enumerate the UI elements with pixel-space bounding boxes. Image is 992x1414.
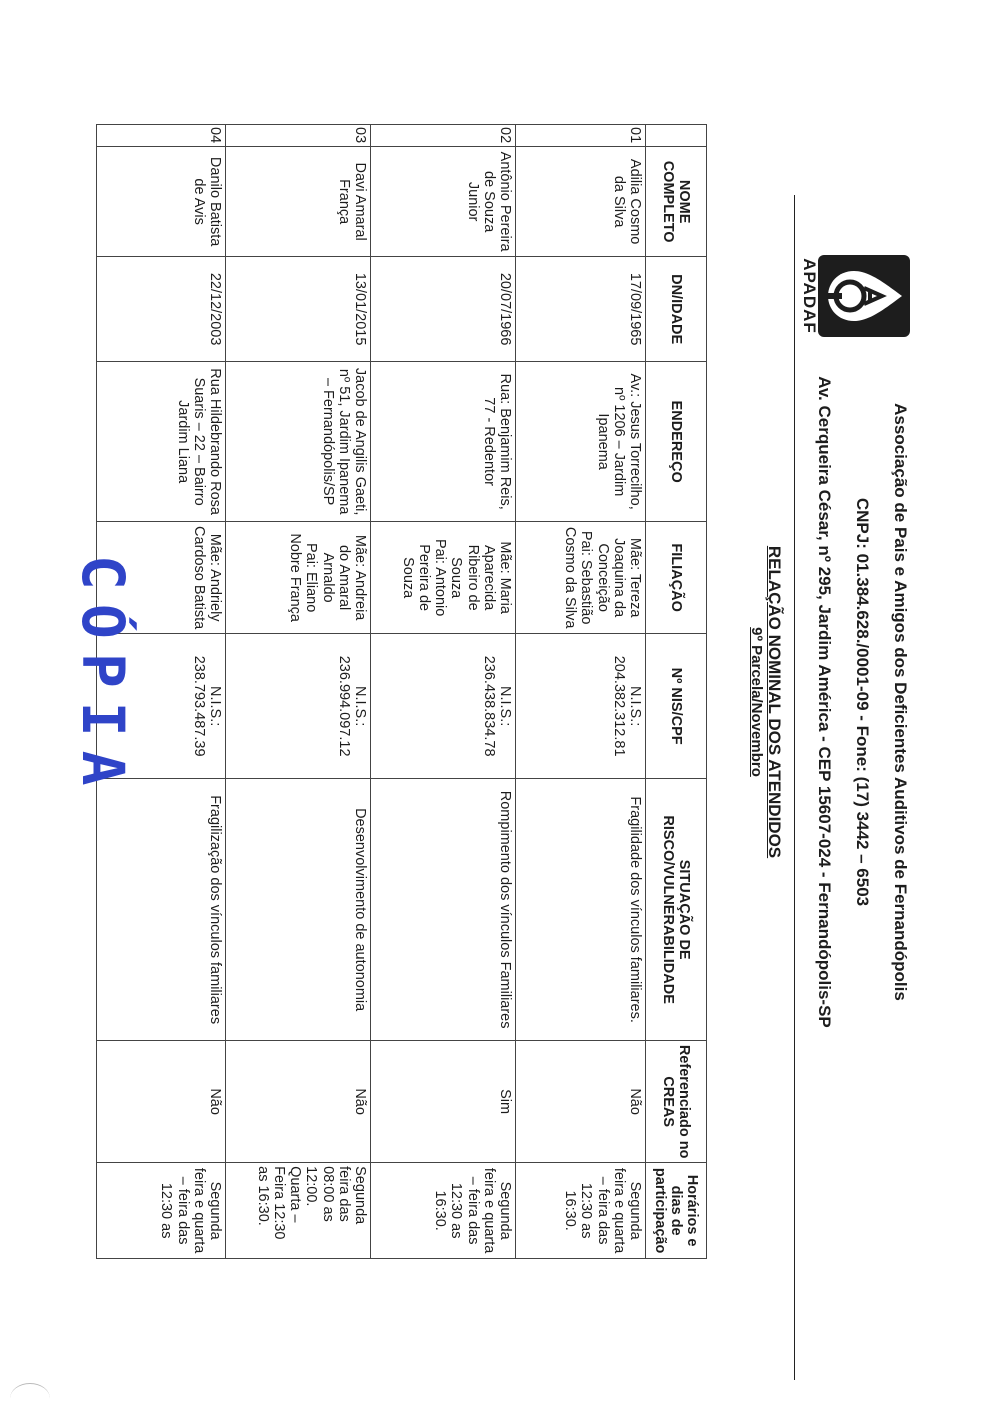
row-nis: N.I.S.: 204.382.312.81 — [516, 634, 646, 779]
header-nis: Nº NIS/CPF — [646, 634, 707, 779]
row-number: 03 — [226, 125, 371, 147]
row-filiation: Mãe: Tereza Joaquina da Conceição Pai: Sebastião Cosmo da Silva — [516, 522, 646, 634]
row-nis: N.I.S.: 236.438.834.78 — [371, 634, 516, 779]
row-schedule: Segunda feira e quarta – feira das 12:30 as 16:30. — [516, 1163, 646, 1259]
header-name: NOME COMPLETO — [646, 147, 707, 257]
copy-stamp: CÓPIA — [69, 555, 137, 800]
row-schedule: Segunda feira e quarta – feira das 12:30 as 16:30. — [371, 1163, 516, 1259]
row-nis: N.I.S.: 236.994.097.12 — [226, 634, 371, 779]
table-header-row — [646, 125, 707, 1259]
header-dob: DN/IDADE — [646, 257, 707, 362]
row-creas: Não — [226, 1041, 371, 1163]
row-name: Danilo Batista de Avis — [97, 147, 226, 257]
row-dob: 20/07/1966 — [371, 257, 516, 362]
header-situation: SITUAÇÃO DE RISCO/VULNERABILIDADE — [646, 779, 707, 1041]
header-filiation: FILIAÇÃO — [646, 522, 707, 634]
organization-name: Associação de Pais e Amigos dos Deficientes Auditivos de Fernandópolis — [891, 403, 910, 1001]
table-row — [516, 125, 646, 1259]
document-title: RELAÇÃO NOMINAL DOS ATENDIDOS — [765, 545, 784, 859]
row-filiation: Mãe: Andriely Cardoso Batista — [97, 522, 226, 634]
row-number: 01 — [516, 125, 646, 147]
row-schedule: Segunda feira e quarta – feira das 12:30 as — [97, 1163, 226, 1259]
organization-address: Av. Cerqueira César, nº 295, Jardim América - CEP 15607-024 - Fernandópolis-SP — [815, 376, 834, 1028]
row-name: Davi Amaral França — [226, 147, 371, 257]
attendees-table — [96, 124, 707, 1259]
row-filiation: Mãe: Andreia do Amaral Arnaldo Pai: Eliano Nobre França — [226, 522, 371, 634]
table-row — [371, 125, 516, 1259]
header-divider — [794, 195, 795, 1380]
logo-text: APADAF — [800, 258, 819, 334]
row-situation: Rompimento dos vínculos Familiares — [371, 779, 516, 1041]
header-creas: Referenciado no CREAS — [646, 1041, 707, 1163]
cnpj-phone: CNPJ: 01.384.628./0001-09 - Fone: (17) 3442 – 6503 — [853, 497, 872, 907]
scan-artifact — [10, 1383, 50, 1414]
document-subtitle: 9º Parcela/Novembro — [748, 627, 765, 777]
row-name: Adilia Cosmo da Silva — [516, 147, 646, 257]
row-address: Jacob de Angilis Gaeti, nº 51, Jardim Ipanema – Fernandópolis/SP — [226, 362, 371, 522]
row-address: Av.: Jesus Torrecilho, nº 1206 – Jardim Ipanema — [516, 362, 646, 522]
row-creas: Não — [97, 1041, 226, 1163]
row-number: 02 — [371, 125, 516, 147]
row-nis: N.I.S.: 238.793.487.39 — [97, 634, 226, 779]
row-schedule: Segunda feira das 08:00 as 12:00. Quarta – Feira 12:30 as 16:30. — [226, 1163, 371, 1259]
row-situation: Fragilidade dos vínculos familiares. — [516, 779, 646, 1041]
row-name: Antônio Pereira de Souza Junior — [371, 147, 516, 257]
row-creas: Sim — [371, 1041, 516, 1163]
row-dob: 13/01/2015 — [226, 257, 371, 362]
row-address: Rua Hildebrando Rosa Suaris – 22 – Bairro Jardim Liana — [97, 362, 226, 522]
header-num — [646, 125, 707, 147]
row-situation: Desenvolvimento de autonomia — [226, 779, 371, 1041]
row-number: 04 — [97, 125, 226, 147]
header-address: ENDEREÇO — [646, 362, 707, 522]
row-situation: Fragilização dos vínculos familiares — [97, 779, 226, 1041]
row-creas: Não — [516, 1041, 646, 1163]
header-schedule: Horários e dias de participação — [646, 1163, 707, 1259]
row-address: Rua: Benjamim Reis, 77 - Redentor — [371, 362, 516, 522]
table-row — [226, 125, 371, 1259]
row-dob: 17/09/1965 — [516, 257, 646, 362]
row-dob: 22/12/2003 — [97, 257, 226, 362]
row-filiation: Mãe: Maria Aparecida Ribeiro de Souza Pai: Antonio Pereira de Souza — [371, 522, 516, 634]
